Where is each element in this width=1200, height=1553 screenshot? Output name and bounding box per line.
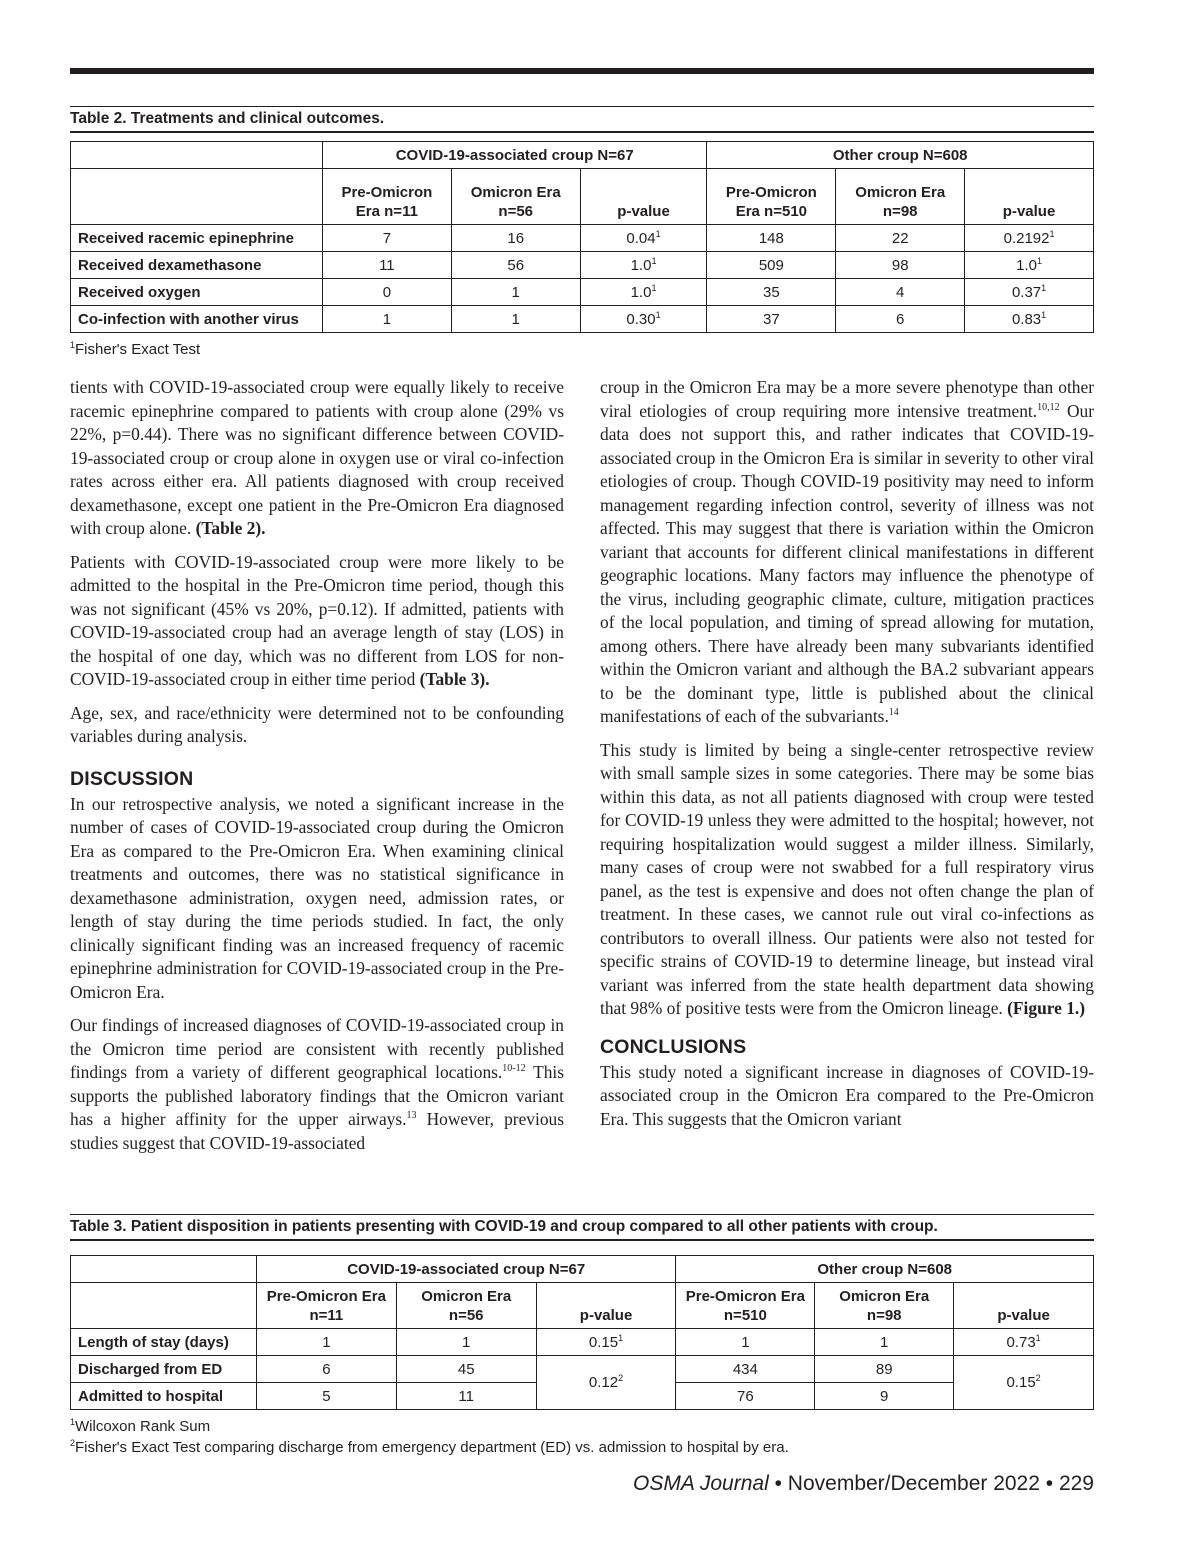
table-cell: 1 xyxy=(396,1329,536,1356)
conclusions-heading: CONCLUSIONS xyxy=(600,1035,747,1058)
table-cell: 76 xyxy=(676,1383,815,1410)
page-number: 229 xyxy=(1058,1472,1094,1495)
paragraph: Our findings of increased diagnoses of COVID-19-associated croup in the Omicron time period are consistent with recently published findings from a variety of different geographical locations.$^{10-12}$ This supports the published laboratory findings that the Omicron variant has a higher affinity for the upper airways.$^{13}$ However, previous studies suggest that COVID-19-associated xyxy=(70,1015,564,1153)
table-2-col-header: p-value xyxy=(580,169,707,225)
p-value-cell: 0.2192$^1$ xyxy=(965,225,1094,252)
table-cell: 22 xyxy=(836,225,965,252)
p-value-cell: 0.15$^2$ xyxy=(954,1356,1094,1410)
table-2-sub-header-row xyxy=(71,169,1094,225)
table-cell: 9 xyxy=(815,1383,954,1410)
table-3-col-header: p-value xyxy=(954,1283,1094,1329)
table-cell: 148 xyxy=(707,225,836,252)
table-2-col-header: Omicron Era n=98 xyxy=(836,169,965,225)
table-cell: 45 xyxy=(396,1356,536,1383)
table-2-grid xyxy=(70,141,1094,333)
table-2-group-header: COVID-19-associated croup N=67 xyxy=(322,142,706,169)
table-2-col-header: Pre-Omicron Era n=11 xyxy=(322,169,451,225)
page-footer: OSMA Journal • November/December 2022 • 229 xyxy=(632,1472,1094,1495)
table-row xyxy=(71,1329,1094,1356)
table-cell: 89 xyxy=(815,1356,954,1383)
p-value-cell: $1.0^1$ xyxy=(965,252,1094,279)
table-cell: 1 xyxy=(676,1329,815,1356)
table-3-group-header: COVID-19-associated croup N=67 xyxy=(256,1256,675,1283)
paragraph: Patients with COVID-19-associated croup were more likely to be admitted to the hospital in the Pre-Omicron time period, though this was not significant (45% vs 20%, p=0.12). If admitted, patients with COVID-19-associated croup had an average length of stay (LOS) in the hospital of one day, which was no different from LOS for non-COVID-19-associated croup in either time period (Table 3). xyxy=(70,551,564,689)
table-cell: 1 xyxy=(815,1329,954,1356)
row-label: Discharged from ED xyxy=(71,1356,257,1383)
table-3-empty-corner xyxy=(71,1256,257,1283)
figure-reference: (Figure 1.) xyxy=(1007,998,1086,1018)
table-cell: 509 xyxy=(707,252,836,279)
citation: 10-12 xyxy=(502,1063,526,1075)
row-label: Received racemic epinephrine xyxy=(71,225,323,252)
row-label: Co-infection with another virus xyxy=(71,306,323,333)
citation: 13 xyxy=(406,1110,417,1122)
table-3-col-header: p-value xyxy=(536,1283,676,1329)
table-2-empty-corner xyxy=(71,169,323,225)
table-3-group-header-row xyxy=(71,1256,1094,1283)
table-cell: 11 xyxy=(322,252,451,279)
p-value-cell: 0.12$^2$ xyxy=(536,1356,676,1410)
table-3-grid xyxy=(70,1255,1094,1410)
top-rule xyxy=(70,68,1094,74)
table-cell: 1 xyxy=(451,306,580,333)
table-cell: 98 xyxy=(836,252,965,279)
table-cell: 6 xyxy=(836,306,965,333)
table-2-empty-corner xyxy=(71,142,323,169)
table-cell: 0 xyxy=(322,279,451,306)
table-cell: 434 xyxy=(676,1356,815,1383)
citation: 10,12 xyxy=(1037,401,1060,413)
table-2-title: Table 2. Treatments and clinical outcomes. xyxy=(70,106,1094,133)
table-row xyxy=(71,279,1094,306)
table-2-group-header-row xyxy=(71,142,1094,169)
table-reference: (Table 2). xyxy=(195,518,266,538)
table-2-group-header: Other croup N=608 xyxy=(707,142,1094,169)
paragraph: croup in the Omicron Era may be a more severe phenotype than other viral etiologies of croup requiring more intensive treatment.$^{10,12}$ Our data does not support this, and rather indicates that COVID-19-associated croup in the Omicron Era is similar in severity to other viral etiologies of croup. Though COVID-19 positivity may need to inform management regarding infection control, severity of illness was not affected. This may suggest that there is variation within the Omicron variant that accounts for different clinical manifestations in different geographic locations. Many factors may influence the phenotype of the virus, including geographic climate, culture, mitigation practices of the local population, and timing of spread allowing for mutation, among others. There have already been many subvariants identified within the Omicron variant and although the BA.2 subvariant appears to be the dominant type, little is published about the clinical manifestations of each of the subvariants.$^{14}$ xyxy=(600,377,1094,726)
table-cell: 6 xyxy=(256,1356,396,1383)
table-3-col-header: Pre-Omicron Era n=510 xyxy=(676,1283,815,1329)
p-value-cell: 0.15$^1$ xyxy=(536,1329,676,1356)
journal-name: OSMA Journal xyxy=(632,1472,769,1495)
p-value-cell: 0.73$^1$ xyxy=(954,1329,1094,1356)
table-cell: 1 xyxy=(322,306,451,333)
table-cell: 56 xyxy=(451,252,580,279)
table-3-footnote-1: $^1$Wilcoxon Rank Sum xyxy=(70,1417,211,1435)
table-2-col-header: p-value xyxy=(965,169,1094,225)
table-3 xyxy=(70,1214,1094,1458)
right-column xyxy=(600,376,1094,1141)
table-cell: 37 xyxy=(707,306,836,333)
table-2-col-header: Pre-Omicron Era n=510 xyxy=(707,169,836,225)
p-value-cell: $1.0^1$ xyxy=(580,252,707,279)
table-3-col-header: Omicron Era n=56 xyxy=(396,1283,536,1329)
table-row xyxy=(71,225,1094,252)
table-cell: 35 xyxy=(707,279,836,306)
paragraph: Age, sex, and race/ethnicity were determined not to be confounding variables during analysis. xyxy=(70,702,564,746)
table-cell: 4 xyxy=(836,279,965,306)
paragraph: This study is limited by being a single-center retrospective review with small sample sizes in some categories. There may be some bias within this data, as not all patients diagnosed with croup were tested for COVID-19 unless they were admitted to the hospital; however, not requiring hospitalization would suggest a milder illness. Similarly, many cases of croup were not swabbed for a full respiratory virus panel, as the test is expensive and does not often change the plan of treatment. In these cases, we cannot rule out viral co-infections as contributors to overall illness. Our patients were also not tested for specific strains of COVID-19 to determine lineage, but instead viral variant was inferred from the state health department data showing that 98% of positive tests were from the Omicron lineage. (Figure 1.) xyxy=(600,739,1094,1018)
table-cell: 1 xyxy=(451,279,580,306)
table-3-footnotes xyxy=(70,1416,1094,1458)
p-value-cell: 0.83$^1$ xyxy=(965,306,1094,333)
issue-date: November/December 2022 xyxy=(787,1472,1040,1495)
table-3-col-header: Omicron Era n=98 xyxy=(815,1283,954,1329)
paragraph: tients with COVID-19-associated croup were equally likely to receive racemic epinephrine compared to patients with croup alone (29% vs 22%, p=0.44). There was no significant difference between COVID-19-associated croup or croup alone in oxygen use or viral co-infection rates across either era. All patients diagnosed with croup received dexamethasone, except one patient in the Pre-Omicron Era diagnosed with croup alone. (Table 2). xyxy=(70,377,564,538)
p-value-cell: 0.30$^1$ xyxy=(580,306,707,333)
table-2 xyxy=(70,106,1094,360)
table-cell: 11 xyxy=(396,1383,536,1410)
paragraph: This study noted a significant increase in diagnoses of COVID-19-associated croup in the Omicron Era compared to the Pre-Omicron Era. This suggests that the Omicron variant xyxy=(600,1061,1094,1129)
table-row xyxy=(71,252,1094,279)
discussion-heading: DISCUSSION xyxy=(70,767,194,790)
table-cell: 7 xyxy=(322,225,451,252)
table-row xyxy=(71,306,1094,333)
table-reference: (Table 3). xyxy=(419,669,490,689)
row-label: Received dexamethasone xyxy=(71,252,323,279)
table-cell: 16 xyxy=(451,225,580,252)
table-2-footnote: $^1$Fisher's Exact Test xyxy=(70,340,201,358)
row-label: Admitted to hospital xyxy=(71,1383,257,1410)
table-3-title: Table 3. Patient disposition in patients presenting with COVID-19 and croup compared to all other patients with croup. xyxy=(70,1214,1094,1241)
left-column xyxy=(70,376,564,1165)
citation: 14 xyxy=(888,707,899,719)
p-value-cell: 0.04$^1$ xyxy=(580,225,707,252)
paragraph: In our retrospective analysis, we noted a significant increase in the number of cases of COVID-19-associated croup during the Omicron Era as compared to the Pre-Omicron Era. When examining clinical treatments and outcomes, there was no statistical significance in dexamethasone administration, oxygen need, admission rates, or length of stay during the time periods studied. In fact, the only clinically significant finding was an increased frequency of racemic epinephrine administration for COVID-19-associated croup in the Pre-Omicron Era. xyxy=(70,793,564,1002)
table-row xyxy=(71,1356,1094,1383)
table-3-footnote-2: $^2$Fisher's Exact Test comparing discharge from emergency department (ED) vs. admission to hospital by era. xyxy=(70,1438,789,1456)
row-label: Length of stay (days) xyxy=(71,1329,257,1356)
table-3-col-header: Pre-Omicron Era n=11 xyxy=(256,1283,396,1329)
table-2-col-header: Omicron Era n=56 xyxy=(451,169,580,225)
table-cell: 5 xyxy=(256,1383,396,1410)
p-value-cell: 0.37$^1$ xyxy=(965,279,1094,306)
table-cell: 1 xyxy=(256,1329,396,1356)
table-3-sub-header-row xyxy=(71,1283,1094,1329)
table-3-empty-corner xyxy=(71,1283,257,1329)
row-label: Received oxygen xyxy=(71,279,323,306)
table-3-group-header: Other croup N=608 xyxy=(676,1256,1094,1283)
p-value-cell: $1.0^1$ xyxy=(580,279,707,306)
